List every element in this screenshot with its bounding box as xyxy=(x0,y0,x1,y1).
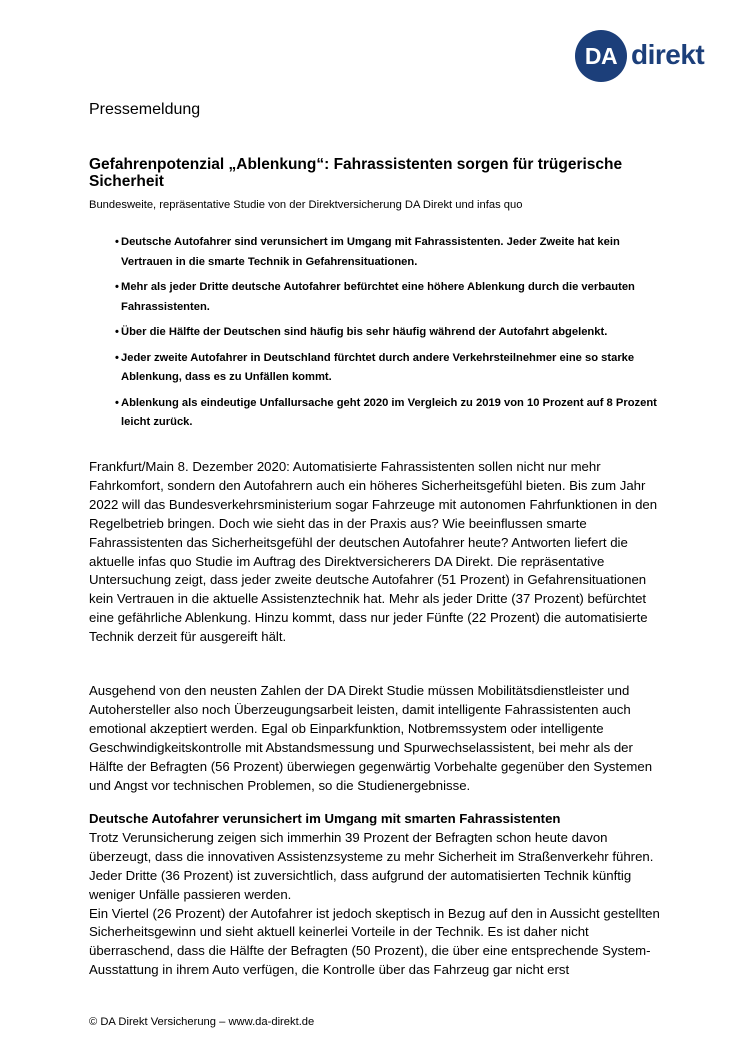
bullet-text: • Deutsche Autofahrer sind verunsichert im Umgang mit Fahrassistenten. Jeder Zweite hat kein Vertrauen in die smarte Technik in Gefahrensituationen. xyxy=(121,236,620,268)
bullet-item xyxy=(89,233,659,272)
logo-text: direkt xyxy=(631,39,705,70)
bullet-item xyxy=(89,394,659,433)
bullet-text: • Über die Hälfte der Deutschen sind häufig bis sehr häufig während der Autofahrt abgelenkt. xyxy=(121,326,608,338)
bullet-text: • Mehr als jeder Dritte deutsche Autofahrer befürchtet eine höhere Ablenkung durch die verbauten Fahrassistenten. xyxy=(121,281,635,313)
bullet-text: • Ablenkung als eindeutige Unfallursache geht 2020 im Vergleich zu 2019 von 10 Prozent auf 8 Prozent leicht zurück. xyxy=(121,396,657,428)
section-block xyxy=(89,810,669,980)
bullet-item xyxy=(89,323,659,343)
footer: © DA Direkt Versicherung – www.da-direkt.de xyxy=(89,1016,315,1028)
logo-circle: DA xyxy=(575,30,627,82)
section-paragraph-1: Trotz Verunsicherung zeigen sich immerhin 39 Prozent der Befragten schon heute davon überzeugt, dass die innovativen Assistenzsysteme zu mehr Sicherheit im Straßenverkehr führen. Jeder Dritte (36 Prozent) ist zuversichtlich, dass aufgrund der automatisierten Technik künftig weniger Unfälle passieren werden. xyxy=(89,829,654,902)
section-heading: Deutsche Autofahrer verunsichert im Umgang mit smarten Fahrassistenten xyxy=(89,811,561,826)
section-paragraph-2: Ein Viertel (26 Prozent) der Autofahrer ist jedoch skeptisch in Bezug auf den in Aussicht gestellten Sicherheitsgewinn und sieht aktuell keinerlei Vorteile in der Technik. Es ist daher nicht überraschend, dass die Hälfte der Befragten (50 Prozent), die über eine entsprechende System-Ausstattung in ihrem Auto verfügen, die Kontrolle über das Fahrzeug gar nicht erst xyxy=(89,905,660,978)
headline: Gefahrenpotenzial „Ablenkung“: Fahrassistenten sorgen für trügerische Sicherheit xyxy=(89,156,623,190)
paragraph-second: Ausgehend von den neusten Zahlen der DA Direkt Studie müssen Mobilitätsdienstleister und Autohersteller also noch Überzeugungsarbeit leisten, damit intelligente Fahrassistenten auch emotional akzeptiert werden. Egal ob Einparkfunktion, Notbremssystem oder intelligente Geschwindigkeitskontrolle mit Abstandsmessung und Spurwechselassistent, bei mehr als der Hälfte der Befragten (56 Prozent) überwiegen gegenwärtig Vorbehalte gegenüber den Systemen und Angst vor technischen Problemen, so die Studienergebnisse. xyxy=(89,683,653,793)
bullet-item xyxy=(89,349,659,388)
key-findings-list xyxy=(89,233,659,439)
subtitle: Bundesweite, repräsentative Studie von der Direktversicherung DA Direkt und infas quo xyxy=(89,199,523,211)
document-type: Pressemeldung xyxy=(89,101,201,118)
bullet-item xyxy=(89,278,659,317)
da-direkt-logo xyxy=(575,30,727,82)
bullet-text: • Jeder zweite Autofahrer in Deutschland fürchtet durch andere Verkehrsteilnehmer eine so starke Ablenkung, dass es zu Unfällen kommt. xyxy=(121,351,635,383)
paragraph-intro: Frankfurt/Main 8. Dezember 2020: Automatisierte Fahrassistenten sollen nicht nur mehr Fahrkomfort, sondern den Autofahrern auch ein höheres Sicherheitsgefühl bieten. Bis zum Jahr 2022 will das Bundesverkehrsministerium sogar Fahrzeuge mit autonomen Fahrfunktionen in den Regelbetrieb bringen. Doch wie sieht das in der Praxis aus? Wie beeinflussen smarte Fahrassistenten das Sicherheitsgefühl der deutschen Autofahrer heute? Antworten liefert die aktuelle infas quo Studie im Auftrag des Direktversicherers DA Direkt. Die repräsentative Untersuchung zeigt, dass jeder zweite deutsche Autofahrer (51 Prozent) in Gefahrensituationen kein Vertrauen in die aktuelle Assistenztechnik hat. Mehr als jeder Dritte (37 Prozent) befürchtet eine gefährliche Ablenkung. Hinzu kommt, dass nur jeder Fünfte (22 Prozent) die automatisierte Technik derzeit für ausgereift hält. xyxy=(89,459,658,645)
